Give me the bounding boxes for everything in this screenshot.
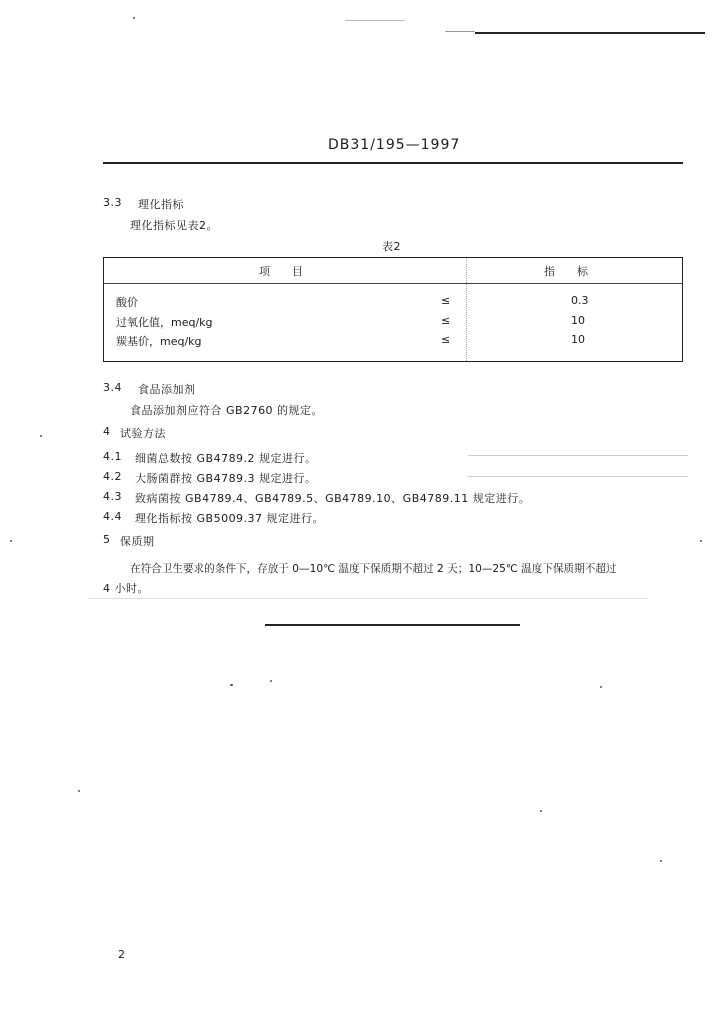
item-4-2-text: 大肠菌群按 GB4789.3 规定进行。 [135,472,317,485]
section-5-body-line-2: 4 小时。 [103,582,149,595]
section-5-body-line-1: 在符合卫生要求的条件下，存放于 0—10℃ 温度下保质期不超过 2 天；10—25℃ 温度下保质期不超过 [130,563,617,575]
table-row-1-op: ≤ [441,294,451,307]
scan-speck [230,684,233,686]
section-3-3-body: 理化指标见表2。 [130,219,218,232]
item-4-1-number: 4.1 [103,450,122,463]
table-row-3-item: 羰基价，meq/kg [116,335,202,348]
table-header-item: 项 目 [259,265,303,278]
scan-speck [600,686,602,688]
scan-speck [468,455,688,456]
header-rule [103,162,683,164]
scan-speck [88,598,648,599]
item-4-2-number: 4.2 [103,470,122,483]
table-row-2-op: ≤ [441,314,451,327]
item-4-4-text: 理化指标按 GB5009.37 规定进行。 [135,512,325,525]
table-row-3-op: ≤ [441,333,451,346]
table-row-2-value: 10 [571,314,585,327]
document-code: DB31/195—1997 [328,137,461,153]
scan-speck [270,680,272,682]
table-header-value: 指 标 [544,265,588,278]
end-rule [265,624,520,626]
section-3-3-heading: 理化指标 [138,198,184,211]
top-scan-line [475,32,705,34]
section-3-4-number: 3.4 [103,381,122,394]
table-caption: 表2 [382,240,401,253]
table-column-divider [466,258,467,361]
item-4-4-number: 4.4 [103,510,122,523]
item-4-3-text: 致病菌按 GB4789.4、GB4789.5、GB4789.10、GB4789.11 规定进行。 [135,492,531,505]
scan-speck [40,435,42,437]
scan-speck [700,540,702,542]
table-row-1-item: 酸价 [116,296,138,309]
data-table [103,257,683,362]
scan-speck [133,17,135,19]
scan-speck [10,540,12,542]
section-3-4-heading: 食品添加剂 [138,383,196,396]
table-header-rule [104,283,682,284]
item-4-1-text: 细菌总数按 GB4789.2 规定进行。 [135,452,317,465]
section-5-heading: 保质期 [120,535,155,548]
section-5-number: 5 [103,533,111,546]
section-4-number: 4 [103,425,111,438]
scan-speck [660,860,662,862]
scan-speck [78,790,80,792]
scan-speck [540,810,542,812]
table-row-3-value: 10 [571,333,585,346]
table-row-1-value: 0.3 [571,294,589,307]
top-scan-line-faint [445,31,475,32]
page-number: 2 [118,948,126,961]
section-3-3-number: 3.3 [103,196,122,209]
scan-speck [468,476,688,477]
section-4-heading: 试验方法 [120,427,166,440]
section-3-4-body: 食品添加剂应符合 GB2760 的规定。 [130,404,324,417]
item-4-3-number: 4.3 [103,490,122,503]
scan-speck [345,20,405,21]
table-row-2-item: 过氧化值，meq/kg [116,316,213,329]
